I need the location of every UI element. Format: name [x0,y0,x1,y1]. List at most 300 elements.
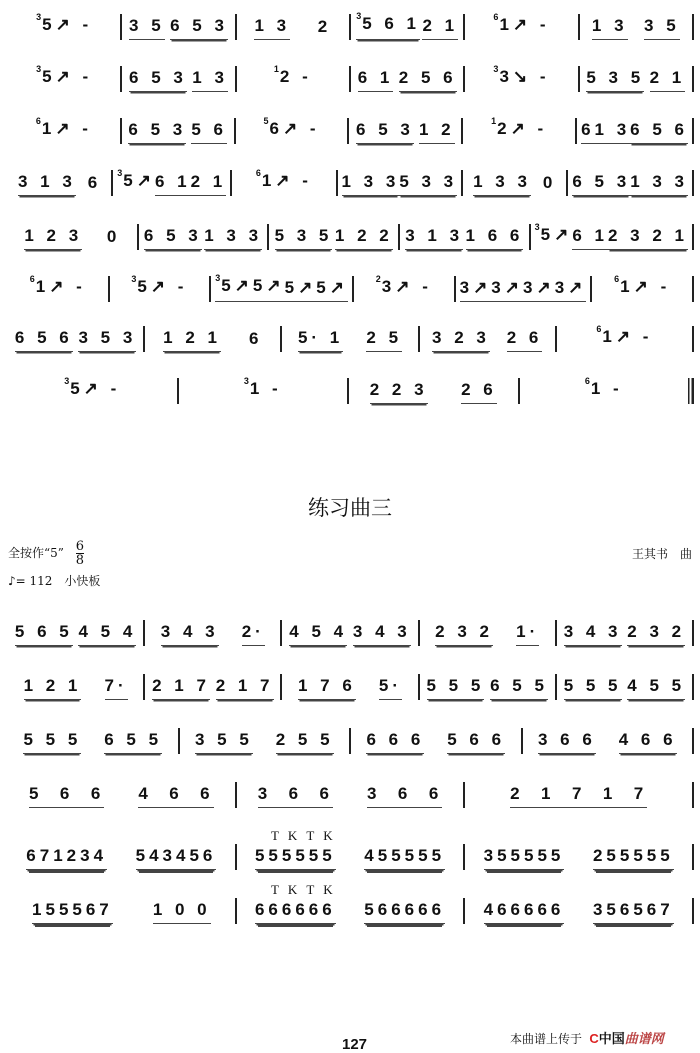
notes: 3 5 [129,16,165,35]
measure [592,274,692,302]
notes: 3 1 3 [405,226,464,245]
note-group [356,11,421,40]
score-row [8,778,694,808]
measure [8,900,235,924]
note-group [107,227,120,250]
notes: 3 5 5 [194,730,253,749]
bar-line [692,276,694,302]
note-group [614,274,671,302]
measure [8,328,143,352]
notes: 5↗ - [70,379,121,398]
notes: 2 5 5 [275,730,334,749]
notes: 2 3 2 [627,622,686,641]
notes: 3 4 3 [352,622,411,641]
bar-line [692,898,694,924]
measure [282,676,417,700]
measure [420,676,555,700]
measure [577,120,692,144]
note-group [216,676,274,700]
measure [8,376,177,404]
note-group [254,828,336,870]
notes: 1↗ - [35,277,86,296]
notes: 3 2 3 [432,328,490,347]
notes: 3↘ - [499,67,550,86]
grace-note: 6 [584,376,590,386]
notes: 6 5 3 [128,120,187,139]
notes: 3 6 6 [537,730,596,749]
score-row [8,616,694,646]
note-group [375,274,432,302]
note-group [153,900,211,924]
fingering-and-time [8,540,84,567]
note-group [254,882,336,924]
note-group [243,376,282,404]
notes: 2 [317,17,332,36]
measure [351,11,463,40]
note-group [581,120,594,144]
measure [237,882,464,924]
notes: 5 6 6 [29,784,105,803]
measure [122,16,234,40]
notes: 155567 [32,900,113,919]
notes: 3 5 [644,16,680,35]
notes: 4 5 4 [78,622,137,641]
measure [420,328,555,352]
note-group [484,846,565,870]
note-group [276,730,334,754]
notes: 566666 [364,900,446,919]
notes: 2 1 [190,172,227,191]
note-group [534,222,573,250]
note-group [129,68,187,92]
measure [349,120,461,144]
measure [465,12,577,40]
notes: 1 2 1 [23,676,82,695]
notes: 1· [516,622,540,641]
measure [282,622,417,646]
notes: 2 3 2 1 [607,226,688,245]
note-group [318,17,331,40]
note-group [138,784,213,808]
note-group [627,676,685,700]
notes: 1 6 6 [465,226,524,245]
notes: 1↗ - [602,327,653,346]
notes: 6 1 [357,68,394,87]
measure [557,622,692,646]
fingering-note: 全按作“5” [8,546,64,560]
measure [400,226,529,250]
measure [8,274,108,302]
notes: 5↗ [540,225,573,244]
note-group [152,676,210,700]
measure [145,328,280,352]
note-group [192,68,228,92]
note-group [298,328,343,352]
notes: 7· [104,676,128,695]
measure [236,116,348,144]
measure [520,376,689,404]
notes: 2 1 [649,68,686,87]
notes: 1 3 [591,16,628,35]
notes: 1 3 3 [473,172,531,191]
grace-note: 1 [273,64,279,74]
composer: 王其书 曲 [631,547,692,561]
notes: 6 5 5 [490,676,548,695]
grace-note: 6 [493,12,499,22]
note-group [619,730,677,754]
grace-note: 3 [36,12,42,22]
piece-title: 练习曲三 [308,496,392,520]
note-group [15,622,73,646]
notes: 4 6 6 [618,730,677,749]
measure [349,380,518,404]
note-group [104,730,162,754]
bar-line [692,728,694,754]
note-group [510,784,647,808]
notes: 5 6 1 [362,14,421,33]
notes: 5↗ - [42,67,93,86]
measure [523,730,693,754]
measure [8,12,120,40]
measure [179,376,348,404]
measure [463,116,575,144]
measure [8,846,235,870]
notes: 2 5 6 [398,68,457,87]
note-group [370,380,428,404]
note-group [29,274,86,302]
measure [465,784,692,808]
measure [580,68,692,92]
note-group [399,68,457,92]
grace-note: 3 [493,64,499,74]
measure [269,226,398,250]
measure [465,900,692,924]
bar-line [692,170,694,196]
grace-note: 1 [491,116,497,126]
measure [139,226,268,250]
note-group [584,376,623,404]
notes: 5↗5↗ [284,278,349,297]
note-group [275,226,333,250]
notes: 1↗ - [41,119,92,138]
measure [8,784,235,808]
notes: 5↗5↗ [221,276,285,295]
notes: 2 6 [506,328,543,347]
note-group [163,328,221,352]
measure [122,68,234,92]
note-group [564,676,622,700]
notes: 3 6 6 [257,784,333,803]
measure [420,622,555,646]
note-group [78,328,136,352]
measure [211,273,352,302]
notes: 466666 [483,900,565,919]
grace-note: 6 [29,274,35,284]
source-text: 本曲谱上传于 [510,1032,583,1046]
notes: 0 [542,173,557,192]
measure [568,172,692,196]
note-group [592,16,628,40]
notes: 6 5 3 [572,172,631,191]
notes: 2 2 3 [369,380,428,399]
notes: 2 1 7 1 7 [510,784,648,803]
notes: 2 1 7 [215,676,274,695]
note-group [538,730,596,754]
bar-line [688,378,694,404]
note-group [204,226,262,250]
grace-note: 3 [215,273,221,283]
measure [557,324,692,352]
measure [113,168,230,196]
tempo-marking: ♪= 112 小快板 [8,574,101,588]
notes: 5 6 5 [14,622,73,641]
notes: 5· [378,676,403,695]
note-group [35,116,92,144]
note-group [249,329,262,352]
notes: 2↗ - [497,119,548,138]
notes: 666666 [254,900,336,919]
note-group [364,900,445,924]
notes: 1 2 1 [163,328,221,347]
measure [122,120,234,144]
notes: 2 3 2 [435,622,493,641]
note-group [298,676,356,700]
measure [180,730,350,754]
note-group [289,622,347,646]
note-group [29,784,104,808]
note-group [572,172,630,196]
notes: 1 7 6 [297,676,356,695]
measure [557,676,692,700]
measure [8,64,120,92]
notes: 5· 1 [297,328,344,347]
measure [8,676,143,700]
note-group [572,226,608,250]
notes: 356567 [592,900,674,919]
measure [463,172,566,196]
note-group [36,12,93,40]
measure [465,64,577,92]
bar-line [692,224,694,250]
measure [8,226,137,250]
note-group [627,622,685,646]
measure [232,168,335,196]
note-group [26,846,107,870]
note-group [366,328,402,352]
notes: 3 5 3 [78,328,137,347]
grace-note: 3 [243,376,249,386]
note-group [342,172,400,196]
score-row [8,374,694,404]
measure [465,846,692,870]
bar-line [692,782,694,808]
note-group [507,328,543,352]
notes: 5 3 5 [586,68,645,87]
measure [531,222,692,250]
note-group [491,116,548,144]
note-group [353,622,411,646]
note-group [36,64,93,92]
notes: 555555 [254,846,336,865]
bar-line [692,326,694,352]
note-group [435,622,493,646]
notes: 1 3 [594,120,631,139]
notes: 6 5 3 [129,68,187,87]
bar-line [692,118,694,144]
notes: 1 - [249,379,282,398]
bar-line [692,620,694,646]
measure [456,278,591,302]
notes: 6 [248,329,263,348]
note-group [473,172,531,196]
notes: 5↗ - [137,277,188,296]
grace-note: 6 [255,168,261,178]
score-row [8,166,694,196]
time-top: 6 [75,539,85,554]
note-group [285,278,348,302]
grace-note: 3 [534,222,540,232]
measure [351,68,463,92]
note-group [358,68,394,92]
note-group [405,226,463,250]
measure [580,16,692,40]
note-group [105,676,128,700]
notes: 5 3 5 [274,226,333,245]
notes: 1↗ - [499,15,550,34]
notes: 0 [106,227,121,246]
measure [237,784,464,808]
notes: 6 5 6 [630,120,688,139]
notes: 2 - [279,67,312,86]
grace-note: 3 [131,274,137,284]
note-group [18,172,76,196]
score-row [8,670,694,700]
notes: 3 1 3 [17,172,76,191]
notes: 1 3 3 [341,172,400,191]
note-group [650,68,686,92]
notes: 671234 [26,846,108,865]
note-group [24,676,82,700]
note-group [461,380,497,404]
score-row [8,62,694,92]
notes: 3↗ - [381,277,432,296]
bar-line [692,66,694,92]
notes: 6 [87,173,102,192]
notes: 6 5 3 [143,226,202,245]
note-group [191,120,227,144]
notes: 5↗ [123,171,155,190]
note-group [596,324,653,352]
note-group [493,12,550,40]
notes: 5 5 5 [426,676,485,695]
grace-note: 3 [356,11,362,21]
notes: 255555 [592,846,674,865]
measure [145,622,280,646]
note-group [466,226,524,250]
note-group [432,328,490,352]
notes: 1 3 [254,16,291,35]
notes: 1 2 2 [334,226,393,245]
notes: 355555 [483,846,565,865]
note-group [593,900,674,924]
notes: 5 5 5 [23,730,82,749]
note-group [644,16,680,40]
score-row [8,10,694,40]
note-group [460,278,523,302]
note-group [427,676,485,700]
time-bottom: 8 [75,553,85,568]
note-group [543,173,556,196]
articulation-tktk: T K T K [270,882,336,897]
note-group [366,730,424,754]
note-group [595,120,631,144]
notes: 2 6 [461,380,497,399]
notes: 5 6 [191,120,228,139]
articulation-tktk: T K T K [270,828,336,843]
notes: 6 5 3 [356,120,414,139]
notes: 3 6 6 [367,784,443,803]
grace-note: 6 [35,116,41,126]
notes: 5 6 6 [447,730,506,749]
notes: 6 1 [154,172,191,191]
note-group [195,730,253,754]
note-group [215,273,285,302]
notes: 1 0 0 [152,900,211,919]
measure [237,64,349,92]
notes: 4 6 6 [138,784,214,803]
notes: 455555 [364,846,446,865]
note-group [155,172,191,196]
score-row [8,114,694,144]
note-group [586,68,644,92]
note-group [364,846,445,870]
measure [8,730,178,754]
note-group [335,226,393,250]
note-group [161,622,219,646]
grace-note: 5 [263,116,269,126]
grace-note: 2 [375,274,381,284]
notes: 1 3 3 [204,226,263,245]
note-group [593,846,674,870]
notes: 4 5 4 [289,622,348,641]
grace-note: 6 [614,274,620,284]
note-group [263,116,320,144]
note-group [64,376,121,404]
score-row [8,272,694,302]
page-number: 127 [342,1036,368,1053]
notes: 5 5 5 [563,676,622,695]
measure [8,116,120,144]
notes: 543456 [135,846,217,865]
measure [351,730,521,754]
bar-line [692,844,694,870]
notes: 6 5 3 [170,16,228,35]
note-group [255,168,312,196]
note-group [399,172,457,196]
note-group [88,173,101,196]
note-group [23,730,81,754]
measure [110,274,210,302]
note-group [136,846,217,870]
score-row [8,724,694,754]
measure [145,676,280,700]
note-group [356,120,414,144]
grace-note: 3 [117,168,123,178]
measure [354,274,454,302]
notes: 1 2 [419,120,455,139]
measure [8,172,111,196]
note-group [144,226,202,250]
